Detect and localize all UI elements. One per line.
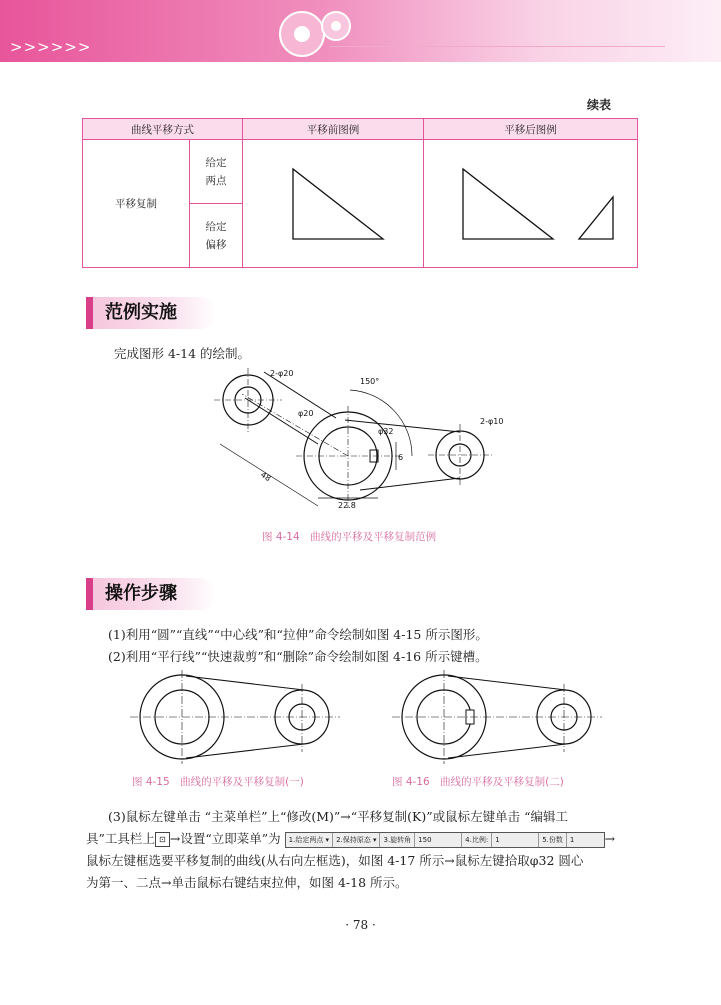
translate-copy-tool-icon[interactable]: ⊡ bbox=[155, 832, 170, 847]
table-header-method: 曲线平移方式 bbox=[83, 119, 243, 140]
step2-text: (2)利用“平行线”“快速裁剪”和“删除”命令绘制如图 4-16 所示键槽。 bbox=[108, 649, 488, 664]
label-d32: φ32 bbox=[378, 427, 394, 436]
figure-4-15-caption: 图 4-15 曲线的平移及平移复制(一) bbox=[132, 776, 304, 788]
figure-4-14 bbox=[200, 362, 520, 520]
step1-text: (1)利用“圆”“直线”“中心线”和“拉伸”命令绘制如图 4-15 所示图形。 bbox=[108, 627, 488, 642]
label-d10: 2-φ10 bbox=[480, 417, 504, 426]
menu-copies-label: 5.份数 bbox=[539, 833, 567, 847]
header-rule bbox=[330, 46, 665, 47]
figure-4-16-caption: 图 4-16 曲线的平移及平移复制(二) bbox=[392, 776, 564, 788]
figure-4-14-caption: 图 4-14 曲线的平移及平移复制范例 bbox=[262, 531, 437, 543]
figure-4-16 bbox=[390, 666, 610, 766]
table-cell-sub1: 给定 两点 bbox=[190, 140, 243, 204]
continued-label: 续表 bbox=[586, 98, 611, 112]
label-d20: φ20 bbox=[298, 409, 314, 418]
menu-rotate-value[interactable]: 150 bbox=[415, 833, 462, 847]
table-cell-after bbox=[424, 140, 638, 268]
triangle-after bbox=[431, 157, 631, 247]
section-heading-steps: 操作步骤 bbox=[86, 578, 216, 610]
header-banner bbox=[0, 0, 721, 62]
figure-4-15 bbox=[128, 666, 348, 766]
label-len48: 48 bbox=[258, 470, 273, 484]
triangle-before bbox=[273, 157, 393, 247]
menu-rotate-label: 3.旋转角 bbox=[380, 833, 415, 847]
label-six: 6 bbox=[398, 453, 404, 462]
table-header-before: 平移前图例 bbox=[243, 119, 424, 140]
step3-line4: 为第一、二点→单击鼠标右键结束拉伸，如图 4-18 所示。 bbox=[86, 875, 408, 890]
step3-line3: 鼠标左键框选要平移复制的曲线(从右向左框选)，如图 4-17 所示→鼠标左键拾取φ32 圆心 bbox=[86, 853, 584, 868]
label-d20-top: 2-φ20 bbox=[270, 369, 294, 378]
intro-text: 完成图形 4-14 的绘制。 bbox=[114, 346, 251, 361]
menu-scale-value[interactable]: 1 bbox=[492, 833, 539, 847]
table-cell-before bbox=[243, 140, 424, 268]
menu-scale-label: 4.比例: bbox=[462, 833, 492, 847]
menu-option-1[interactable]: 1.给定两点 ▾ bbox=[286, 833, 333, 847]
table-header-after: 平移后图例 bbox=[424, 119, 638, 140]
label-len228: 22.8 bbox=[338, 501, 356, 510]
translation-table bbox=[82, 118, 638, 268]
table-cell-sub2: 给定 偏移 bbox=[190, 204, 243, 268]
step3-line2: 具”工具栏上 ⊡ →设置“立即菜单”为 1.给定两点 ▾ 2.保持原态 ▾ 3.旋转角 150 4.比例: 1 5.份数 1 → bbox=[86, 831, 616, 846]
page-number: · 78 · bbox=[345, 918, 376, 932]
immediate-menu-bar[interactable] bbox=[285, 832, 605, 848]
menu-copies-value[interactable]: 1 bbox=[569, 835, 575, 844]
label-angle: 150° bbox=[360, 377, 380, 386]
step3-line1: (3)鼠标左键单击 “主菜单栏”上“修改(M)”→“平移复制(K)”或鼠标左键单击 “编辑工 bbox=[108, 809, 569, 824]
table-cell-method: 平移复制 bbox=[83, 140, 190, 268]
chevron-icon: >>>>>> bbox=[10, 38, 92, 56]
gear-icon bbox=[270, 4, 360, 60]
section-heading-example: 范例实施 bbox=[86, 297, 216, 329]
menu-option-2[interactable]: 2.保持原态 ▾ bbox=[333, 833, 380, 847]
